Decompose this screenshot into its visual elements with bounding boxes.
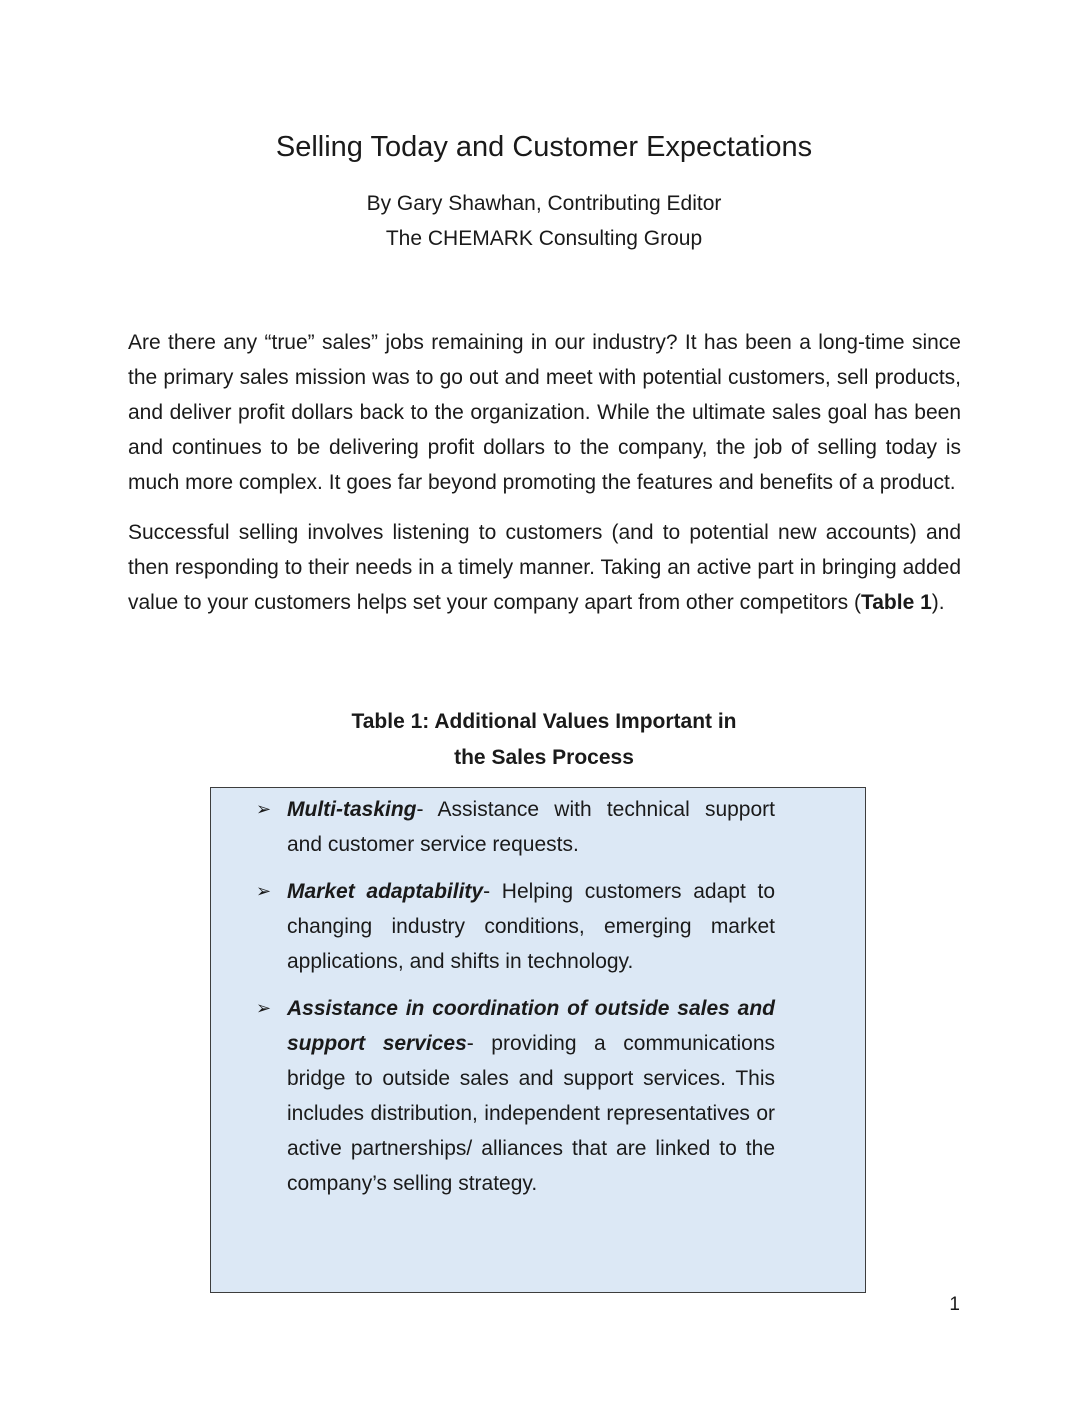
- item-description: - providing a communications bridge to outside sales and support services. This includes distribution, independent representatives or active partnerships/ alliances that are linked to the company’s selling strategy.: [287, 1032, 776, 1195]
- arrow-bullet-icon: ➢: [256, 799, 272, 819]
- table-caption: [0, 704, 1088, 776]
- list-item: [256, 792, 775, 862]
- organization-line: The CHEMARK Consulting Group: [385, 227, 703, 250]
- item-term: Market adaptability: [287, 880, 484, 903]
- item-term: Assistance in coordination of outside sales and support services: [287, 997, 775, 1055]
- article-body: [128, 325, 961, 635]
- paragraph-2-text-end: ).: [931, 591, 945, 614]
- paragraph-2-text-start: Successful selling involves listening to customers (and to potential new accounts) and then responding to their needs in a timely manner. Taking an active part in bringing added value to your customers helps set your company apart from other competitors (: [128, 521, 961, 614]
- table-caption-line-2: the Sales Process: [454, 746, 634, 769]
- page-title: Selling Today and Customer Expectations: [275, 131, 813, 163]
- page-number: 1: [949, 1294, 960, 1315]
- item-description: - Assistance with technical support and customer service requests.: [287, 798, 775, 856]
- item-description: - Helping customers adapt to changing industry conditions, emerging market applications, and shifts in technology.: [287, 880, 775, 973]
- item-term: Multi-tasking: [287, 798, 417, 821]
- arrow-bullet-icon: ➢: [256, 881, 272, 901]
- table-reference: Table 1: [860, 591, 932, 614]
- list-item: [256, 991, 776, 1201]
- arrow-bullet-icon: ➢: [256, 998, 272, 1018]
- author-line: By Gary Shawhan, Contributing Editor: [366, 192, 722, 215]
- paragraph-1: Are there any “true” sales” jobs remaining in our industry? It has been a long-time since the primary sales mission was to go out and meet with potential customers, sell products, and deliver profit dollars back to the organization. While the ultimate sales goal has been and continues to be delivering profit dollars to the company, the job of selling today is much more complex. It goes far beyond promoting the features and benefits of a product.: [128, 331, 961, 494]
- paragraph-2: [128, 515, 961, 620]
- list-item: [256, 874, 775, 979]
- byline-block: [0, 186, 1088, 256]
- values-list: [256, 792, 776, 1213]
- table-caption-line-1: Table 1: Additional Values Important in: [351, 710, 737, 733]
- values-table-box: [210, 787, 866, 1293]
